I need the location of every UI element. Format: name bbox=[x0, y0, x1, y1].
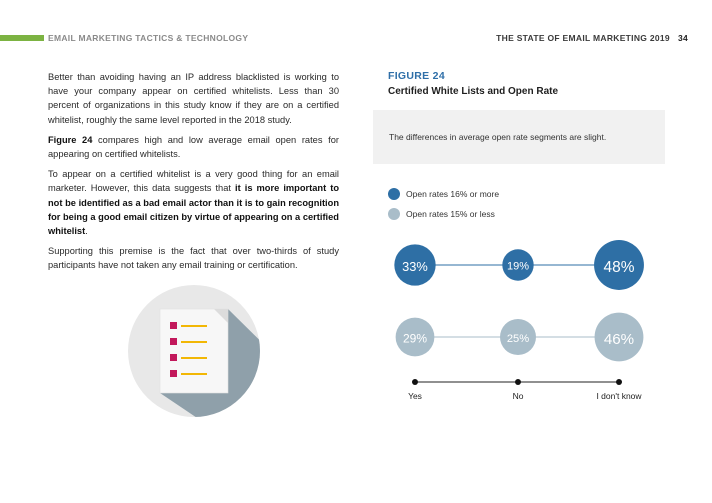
paragraph-2-text: compares high and low average email open rates for appearing on certified whitelists. bbox=[48, 134, 339, 160]
report-title-text: THE STATE OF EMAIL MARKETING 2019 bbox=[496, 33, 670, 43]
bubble-label-1-0: 29% bbox=[402, 331, 428, 346]
axis-marker-1 bbox=[515, 379, 521, 385]
paragraph-3-start: To appear on a certified whitelist is a very good thing for an email marketer. However, this data suggests that bbox=[48, 169, 339, 194]
section-title: EMAIL MARKETING TACTICS & TECHNOLOGY bbox=[48, 33, 249, 43]
page-number: 34 bbox=[677, 33, 688, 43]
bubble-label-1-2: 46% bbox=[603, 330, 635, 348]
paragraph-4: Supporting this premise is the fact that over two-thirds of study participants have not taken any email training or certification. bbox=[48, 246, 339, 271]
figure-reference: Figure 24 bbox=[48, 134, 93, 145]
figure-label: FIGURE 24 bbox=[388, 70, 445, 82]
bubble-label-0-0: 33% bbox=[402, 258, 428, 274]
figure-title: Certified White Lists and Open Rate bbox=[388, 86, 559, 97]
axis-marker-2 bbox=[616, 379, 622, 385]
bubble-label-1-1: 25% bbox=[506, 333, 530, 346]
legend-label-low: Open rates 15% or less bbox=[406, 209, 495, 219]
figure-note: The differences in average open rate segments are slight. bbox=[389, 132, 607, 142]
paragraph-3-bold: it is more important to not be identified as a bad email actor than it is to gain recognition for being a good email citizen by virtue of appearing on a certified whitelist bbox=[48, 183, 340, 237]
category-label-1: No bbox=[512, 391, 524, 401]
bubble-label-0-2: 48% bbox=[603, 258, 635, 276]
category-label-0: Yes bbox=[408, 391, 422, 401]
paragraph-3-end: . bbox=[85, 226, 88, 237]
category-label-2: I don't know bbox=[596, 391, 642, 401]
axis-marker-0 bbox=[412, 379, 418, 385]
bubble-label-0-1: 19% bbox=[506, 260, 530, 273]
legend-label-high: Open rates 16% or more bbox=[406, 189, 500, 199]
paragraph-1: Better than avoiding having an IP address blacklisted is working to have your company appear on certified whitelists. Less than 30 percent of organizations in this study know if they are on a certified whitelist, roughly the same level reported in the 2018 study. bbox=[48, 72, 339, 125]
